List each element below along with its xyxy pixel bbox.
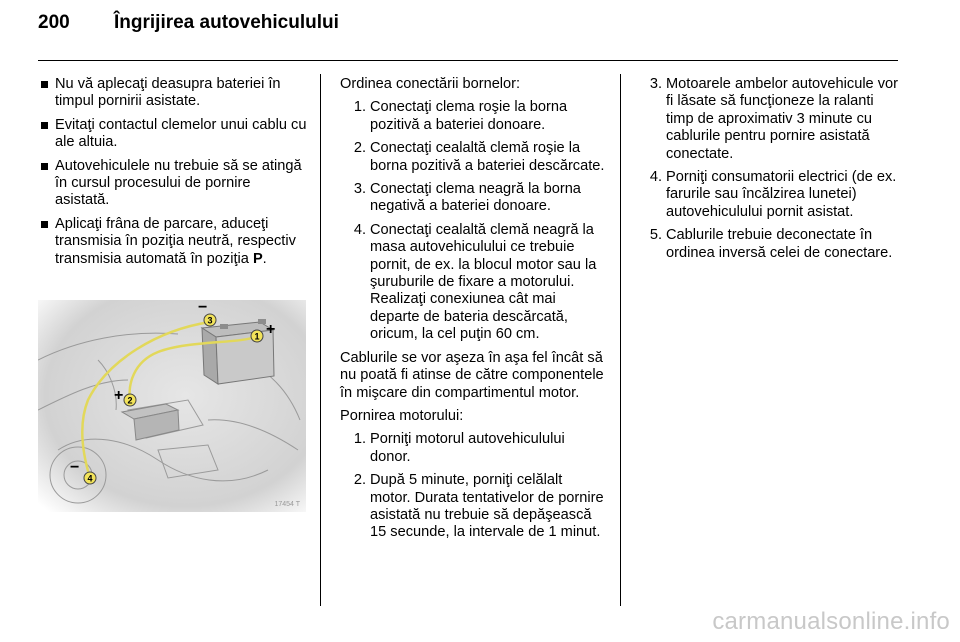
column-3: [642, 76, 904, 268]
step-text: Conectaţi cealaltă clemă roşie la borna pozitivă a bateriei descărcate.: [370, 140, 605, 174]
step-text: Conectaţi cealaltă clemă neagră la masa autovehiculului ce trebuie pornit, de ex. la blocul motor sau la şuruburile de fixare a motorului. Realizaţi conexiunea cât mai departe de bateria descărcată, oricum, la cel puţin 60 cm.: [370, 221, 597, 343]
list-item: [346, 222, 606, 344]
list-item: [642, 76, 904, 163]
step-number: 2.: [353, 472, 366, 489]
start-intro: Pornirea motorului:: [340, 407, 464, 424]
step-text: Conectaţi clema roşie la borna pozitivă a bateriei donoare.: [370, 99, 568, 133]
step-number: 1.: [353, 431, 366, 448]
plus-sign-donor: +: [266, 321, 276, 338]
bullet-item: Nu vă aplecaţi deasupra bateriei în timpul pornirii asistate.: [38, 76, 308, 111]
bullet-text: Aplicaţi frâna de parcare, aduceţi transmisia în poziţia neutră, respectiv transmisia automată în poziţia: [55, 215, 296, 267]
list-item: [642, 169, 904, 221]
column-2: [340, 76, 606, 548]
step-text: Motoarele ambelor autovehicule vor fi lăsate să funcţioneze la ralanti timp de aproximativ 3 minute cu cablurile pentru pornire asistată conectate.: [666, 76, 899, 162]
donor-battery: [202, 319, 274, 384]
badge-4: [84, 472, 96, 484]
badge-2: [124, 394, 136, 406]
bullet-item: [38, 216, 308, 268]
minus-sign-donor: −: [198, 300, 208, 316]
step-text: Porniţi motorul autovehiculului donor.: [370, 431, 565, 465]
list-item: [346, 472, 606, 542]
badge-1-label: 1: [254, 331, 260, 342]
badge-1: [251, 330, 263, 342]
step-number: 4.: [353, 221, 366, 238]
step-number: 5.: [649, 227, 662, 244]
gear-position-p: P: [252, 250, 263, 267]
connect-intro: Ordinea conectării bornelor:: [340, 76, 521, 92]
list-item: [346, 99, 606, 134]
step-number: 1.: [353, 99, 366, 116]
step-number: 3.: [353, 181, 366, 198]
bullet-item: Evitaţi contactul clemelor unui cablu cu ale altuia.: [38, 117, 308, 152]
engine-bay-illustration: [38, 300, 306, 512]
column-divider-2: [620, 74, 621, 606]
step-number: 4.: [649, 169, 662, 186]
badge-4-label: 4: [87, 473, 93, 484]
column-divider-1: [320, 74, 321, 606]
step-text: După 5 minute, porniţi celălalt motor. Durata tentativelor de pornire asistată nu trebuie să depăşească 15 secunde, la intervale de 1 minut.: [370, 472, 604, 541]
figure-id: 17454 T: [274, 501, 300, 508]
step-number: 3.: [649, 76, 662, 92]
page-number: 200: [38, 12, 70, 33]
badge-2-label: 2: [127, 395, 133, 406]
step-text: Conectaţi clema neagră la borna negativă a bateriei donoare.: [370, 181, 581, 215]
watermark[interactable]: carmanualsonline.info: [712, 608, 950, 635]
bullet-period: .: [262, 250, 267, 267]
badge-3-label: 3: [207, 315, 213, 326]
bullet-item: Autovehiculele nu trebuie să se atingă în cursul procesului de pornire asistată.: [38, 158, 308, 210]
cables-note: Cablurile se vor aşeza în aşa fel încât să nu poată fi atinse de către componentele în mişcare din compartimentul motor.: [340, 349, 604, 401]
step-text: Cablurile trebuie deconectate în ordinea inversă celei de conectare.: [666, 227, 893, 261]
list-item: [346, 140, 606, 175]
plus-sign-discharged: +: [114, 387, 124, 404]
header-rule: [38, 60, 898, 61]
badge-3: [204, 314, 216, 326]
minus-sign-ground: −: [70, 459, 80, 476]
step-number: 2.: [353, 140, 366, 157]
page-title: Îngrijirea autovehiculului: [114, 12, 339, 33]
jump-start-figure: [38, 300, 306, 512]
list-item: [346, 181, 606, 216]
list-item: [346, 431, 606, 466]
list-item: [642, 227, 904, 262]
column-1: [38, 76, 308, 274]
step-text: Porniţi consumatorii electrici (de ex. farurile sau încălzirea lunetei) autovehiculului pornit asistat.: [666, 169, 897, 220]
